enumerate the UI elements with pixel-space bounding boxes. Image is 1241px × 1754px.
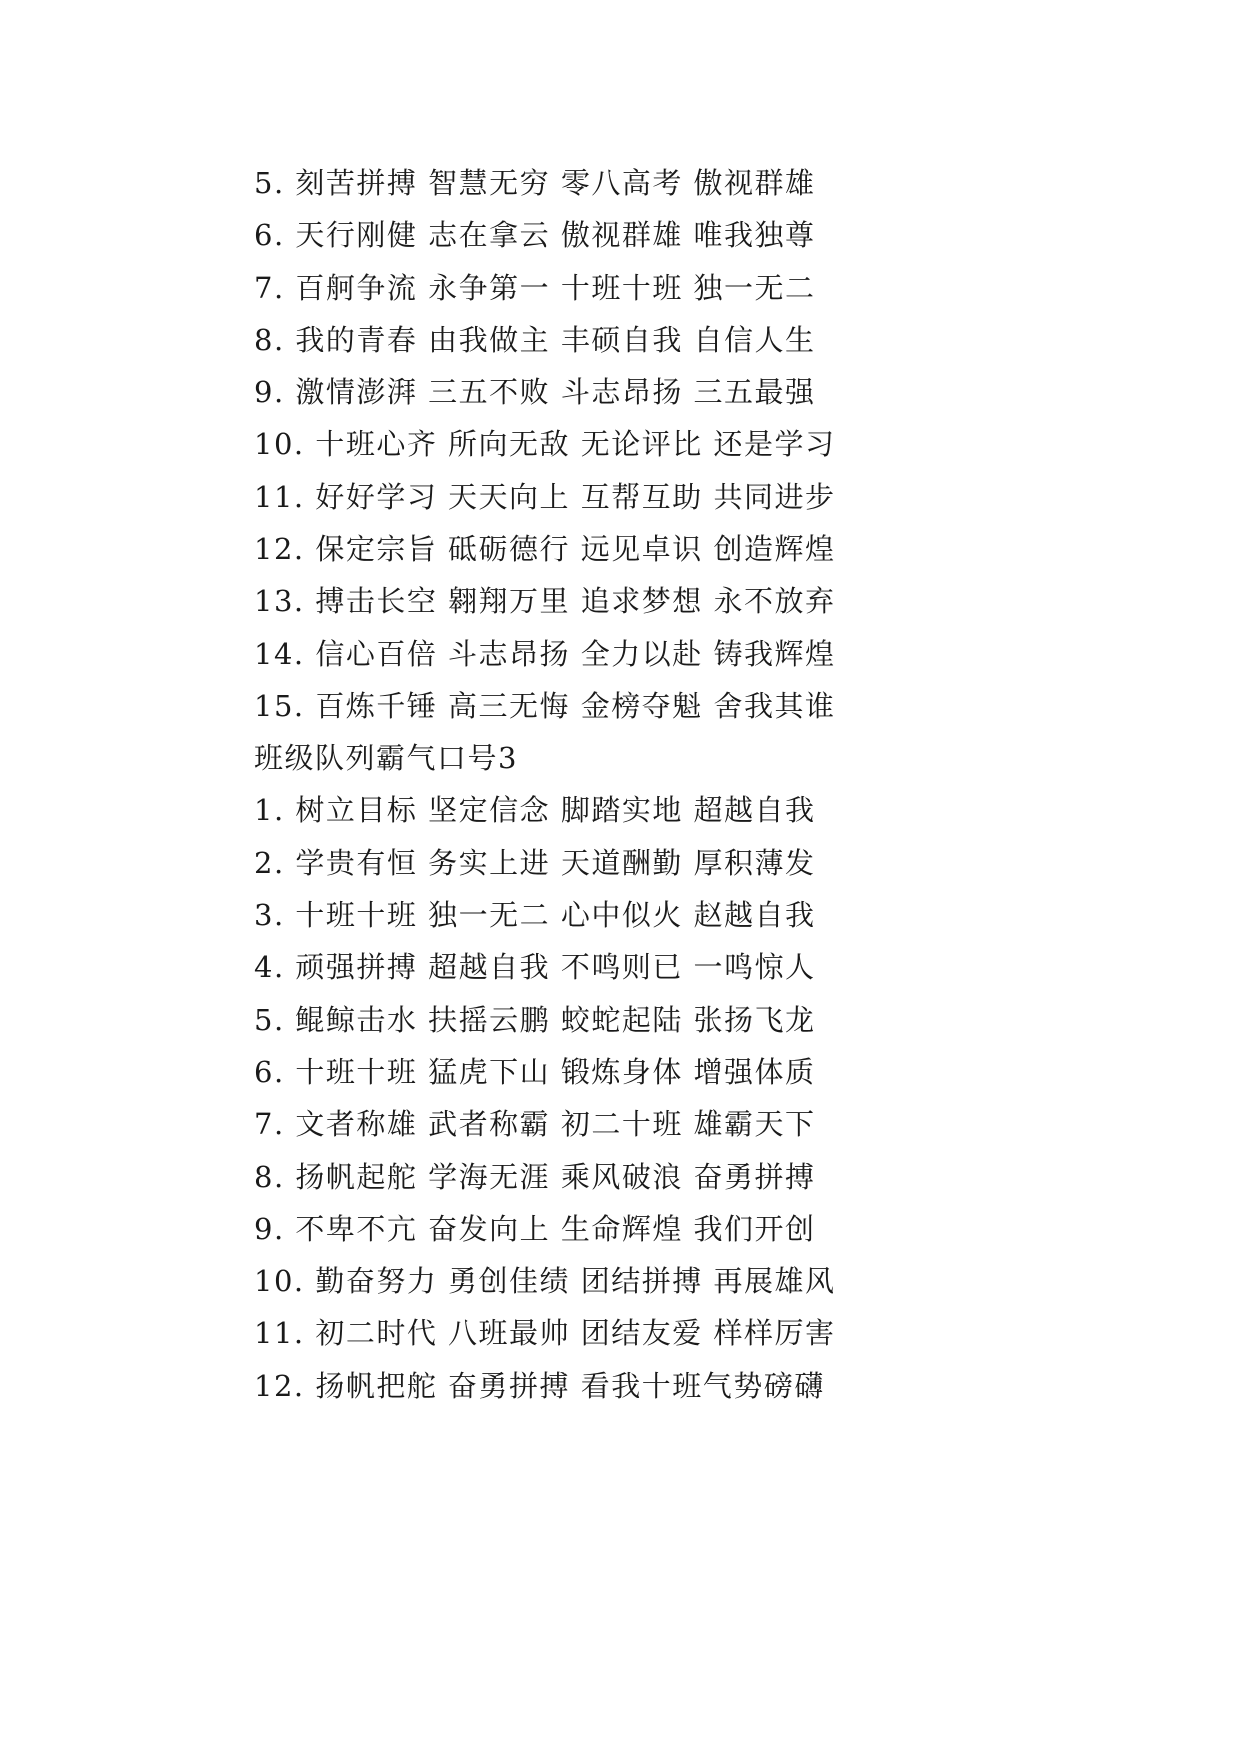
slogan-line: 12. 扬帆把舵 奋勇拼搏 看我十班气势磅礴	[254, 1369, 825, 1403]
slogan-line: 11. 好好学习 天天向上 互帮互助 共同进步	[254, 480, 836, 514]
slogan-line: 1. 树立目标 坚定信念 脚踏实地 超越自我	[254, 793, 816, 827]
slogan-line: 2. 学贵有恒 务实上进 天道酬勤 厚积薄发	[254, 846, 816, 880]
slogan-line: 15. 百炼千锤 高三无悔 金榜夺魁 舍我其谁	[254, 689, 836, 723]
slogan-line: 3. 十班十班 独一无二 心中似火 赵越自我	[254, 898, 816, 932]
slogan-line: 13. 搏击长空 翱翔万里 追求梦想 永不放弃	[254, 584, 836, 618]
slogan-line: 5. 刻苦拼搏 智慧无穷 零八高考 傲视群雄	[254, 166, 816, 200]
section-heading: 班级队列霸气口号3	[254, 741, 518, 775]
slogan-line: 8. 扬帆起舵 学海无涯 乘风破浪 奋勇拼搏	[254, 1160, 816, 1194]
slogan-line: 7. 文者称雄 武者称霸 初二十班 雄霸天下	[254, 1107, 816, 1141]
slogan-line: 5. 鲲鲸击水 扶摇云鹏 蛟蛇起陆 张扬飞龙	[254, 1003, 816, 1037]
slogan-line: 12. 保定宗旨 砥砺德行 远见卓识 创造辉煌	[254, 532, 836, 566]
slogan-line: 4. 顽强拼搏 超越自我 不鸣则已 一鸣惊人	[254, 950, 816, 984]
slogan-line: 9. 不卑不亢 奋发向上 生命辉煌 我们开创	[254, 1212, 816, 1246]
slogan-line: 7. 百舸争流 永争第一 十班十班 独一无二	[254, 271, 816, 305]
slogan-line: 6. 天行刚健 志在拿云 傲视群雄 唯我独尊	[254, 218, 816, 252]
slogan-line: 9. 激情澎湃 三五不败 斗志昂扬 三五最强	[254, 375, 816, 409]
slogan-line: 8. 我的青春 由我做主 丰硕自我 自信人生	[254, 323, 816, 357]
slogan-line: 11. 初二时代 八班最帅 团结友爱 样样厉害	[254, 1316, 836, 1350]
slogan-line: 6. 十班十班 猛虎下山 锻炼身体 增强体质	[254, 1055, 816, 1089]
slogan-line: 14. 信心百倍 斗志昂扬 全力以赴 铸我辉煌	[254, 637, 836, 671]
slogan-line: 10. 勤奋努力 勇创佳绩 团结拼搏 再展雄风	[254, 1264, 836, 1298]
slogan-line: 10. 十班心齐 所向无敌 无论评比 还是学习	[254, 427, 836, 461]
